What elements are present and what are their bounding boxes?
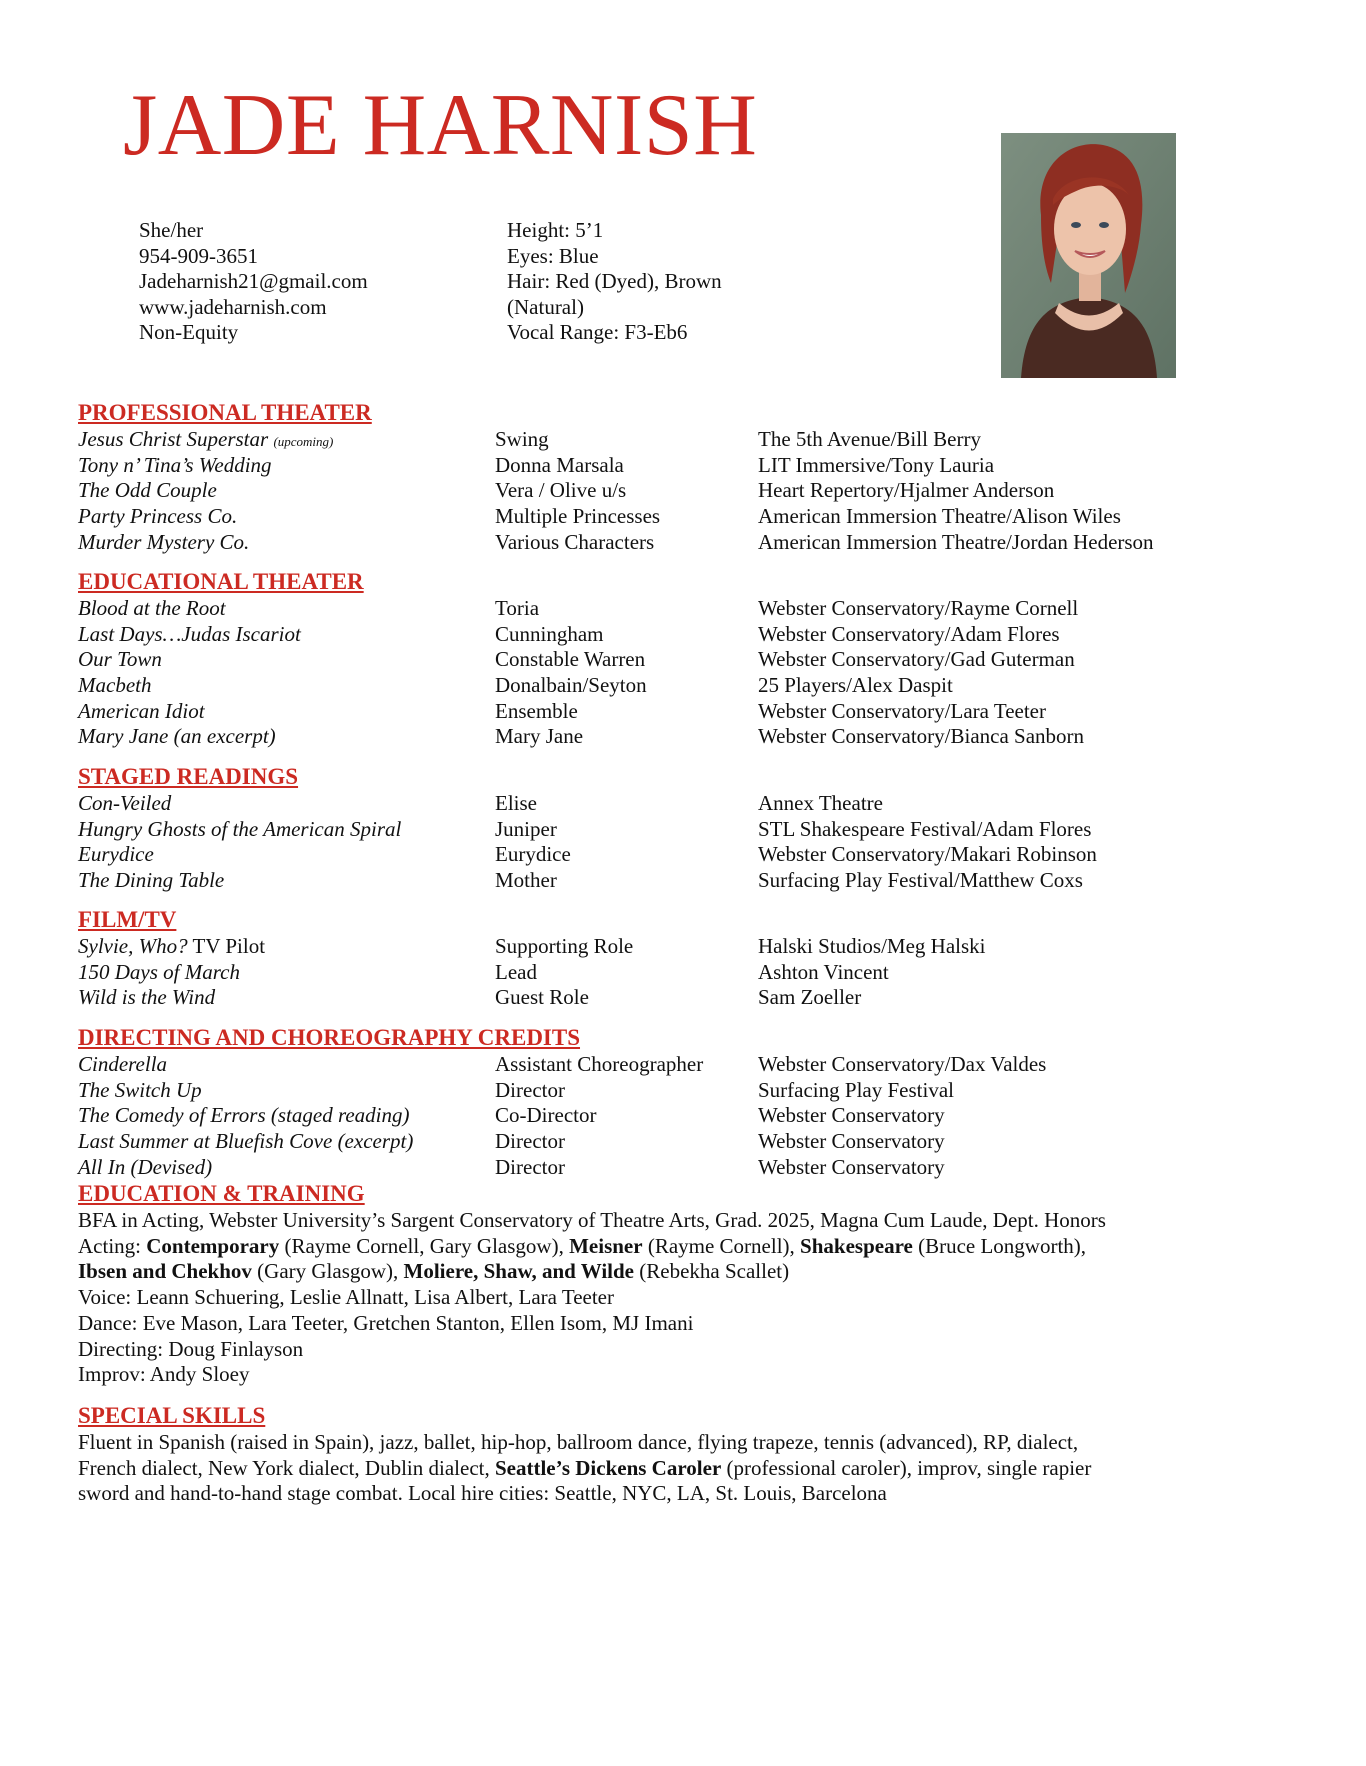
credit-row bbox=[78, 842, 1298, 868]
company: American Immersion Theatre/Alison Wiles bbox=[758, 504, 1121, 529]
role: Lead bbox=[495, 959, 537, 984]
credit-row bbox=[78, 1155, 1298, 1181]
company: Surfacing Play Festival/Matthew Coxs bbox=[758, 868, 1083, 893]
height: Height: 5’1 bbox=[507, 218, 604, 242]
role: Eurydice bbox=[495, 842, 571, 867]
section-staged-readings bbox=[78, 763, 1298, 894]
actor-name: JADE HARNISH bbox=[123, 77, 758, 174]
company: 25 Players/Alex Daspit bbox=[758, 673, 953, 698]
credit-row bbox=[78, 985, 1298, 1011]
role: Donna Marsala bbox=[495, 452, 624, 477]
company: The 5th Avenue/Bill Berry bbox=[758, 427, 981, 451]
role: Assistant Choreographer bbox=[495, 1052, 704, 1076]
show-title: The Comedy of Errors (staged reading) bbox=[78, 1103, 410, 1128]
role: Toria bbox=[495, 596, 540, 620]
format-note: TV Pilot bbox=[187, 934, 266, 958]
show-title: Last Summer at Bluefish Cove (excerpt) bbox=[78, 1129, 414, 1154]
company: Webster Conservatory bbox=[758, 1154, 945, 1179]
pronouns: She/her bbox=[139, 218, 204, 242]
role: Donalbain/Seyton bbox=[495, 673, 647, 698]
credit-row bbox=[78, 1078, 1298, 1104]
section-title: EDUCATION & TRAINING bbox=[78, 1181, 365, 1206]
show-title: All In (Devised) bbox=[78, 1154, 213, 1179]
improv-training: Improv: Andy Sloey bbox=[78, 1362, 250, 1387]
company: Annex Theatre bbox=[758, 791, 883, 815]
role: Vera / Olive u/s bbox=[495, 478, 627, 503]
directing-training: Directing: Doug Finlayson bbox=[78, 1336, 304, 1361]
role: Various Characters bbox=[495, 529, 655, 554]
phone: 954-909-3651 bbox=[139, 243, 258, 268]
show-title: Party Princess Co. bbox=[78, 504, 238, 529]
role: Co-Director bbox=[495, 1103, 597, 1128]
company: Ashton Vincent bbox=[758, 959, 889, 984]
section-directing-choreography bbox=[78, 1024, 1298, 1180]
company: LIT Immersive/Tony Lauria bbox=[758, 452, 995, 477]
show-title: Tony n’ Tina’s Wedding bbox=[78, 452, 272, 477]
company: Heart Repertory/Hjalmer Anderson bbox=[758, 478, 1055, 503]
credit-row bbox=[78, 1129, 1298, 1155]
role: Ensemble bbox=[495, 698, 578, 723]
show-title: 150 Days of March bbox=[78, 959, 240, 984]
credit-row bbox=[78, 453, 1298, 479]
voice-training: Voice: Leann Schuering, Leslie Allnatt, Lisa Albert, Lara Teeter bbox=[78, 1285, 614, 1310]
credit-row bbox=[78, 530, 1298, 556]
role: Constable Warren bbox=[495, 647, 646, 672]
company: Surfacing Play Festival bbox=[758, 1077, 954, 1102]
role: Mary Jane bbox=[495, 724, 584, 749]
company: Webster Conservatory/Makari Robinson bbox=[758, 842, 1097, 867]
section-title: STAGED READINGS bbox=[78, 764, 299, 789]
physical-stats bbox=[507, 218, 767, 346]
role: Cunningham bbox=[495, 621, 604, 646]
website: www.jadeharnish.com bbox=[139, 294, 327, 319]
role: Director bbox=[495, 1129, 565, 1154]
credit-row bbox=[78, 504, 1298, 530]
section-title: EDUCATIONAL THEATER bbox=[78, 569, 364, 594]
section-educational-theater bbox=[78, 568, 1298, 750]
eyes: Eyes: Blue bbox=[507, 243, 599, 268]
company: Webster Conservatory/Dax Valdes bbox=[758, 1052, 1047, 1076]
credit-row bbox=[78, 622, 1298, 648]
credit-row bbox=[78, 596, 1298, 622]
company: Webster Conservatory/Rayme Cornell bbox=[758, 596, 1079, 620]
show-title: Last Days…Judas Iscariot bbox=[78, 621, 301, 646]
credit-row bbox=[78, 934, 1298, 960]
headshot-icon bbox=[1001, 133, 1176, 378]
skills-line: Fluent in Spanish (raised in Spain), jazz, ballet, hip-hop, ballroom dance, flying trapeze, tennis (advanced), RP, dialect, bbox=[78, 1430, 1079, 1454]
union-status: Non-Equity bbox=[139, 320, 239, 345]
section-education-training bbox=[78, 1180, 1298, 1388]
company: American Immersion Theatre/Jordan Hederson bbox=[758, 529, 1154, 554]
section-title: DIRECTING AND CHOREOGRAPHY CREDITS bbox=[78, 1025, 581, 1050]
role: Multiple Princesses bbox=[495, 504, 661, 529]
contact-info bbox=[139, 218, 368, 346]
company: Webster Conservatory/Adam Flores bbox=[758, 621, 1060, 646]
role: Director bbox=[495, 1077, 565, 1102]
role: Mother bbox=[495, 868, 557, 893]
headshot-photo bbox=[1001, 133, 1176, 378]
show-title: Wild is the Wind bbox=[78, 985, 216, 1010]
role: Swing bbox=[495, 427, 549, 451]
credit-row bbox=[78, 673, 1298, 699]
role: Guest Role bbox=[495, 985, 589, 1010]
vocal-range: Vocal Range: F3-Eb6 bbox=[507, 320, 688, 345]
skills-body bbox=[78, 1430, 1298, 1507]
role: Juniper bbox=[495, 816, 557, 841]
company: Halski Studios/Meg Halski bbox=[758, 934, 986, 958]
degree: BFA in Acting, Webster University’s Sargent Conservatory of Theatre Arts, Grad. 2025, Magna Cum Laude, Dept. Honors bbox=[78, 1208, 1106, 1232]
show-title: The Odd Couple bbox=[78, 478, 217, 503]
acting-training-cont: Ibsen and Chekhov (Gary Glasgow), Moliere, Shaw, and Wilde (Rebekha Scallet) bbox=[78, 1259, 790, 1284]
show-title: Eurydice bbox=[78, 842, 154, 867]
credit-row bbox=[78, 724, 1298, 750]
company: STL Shakespeare Festival/Adam Flores bbox=[758, 816, 1092, 841]
show-title: American Idiot bbox=[78, 698, 205, 723]
show-title: Con-Veiled bbox=[78, 791, 172, 815]
hair: Hair: Red (Dyed), Brown (Natural) bbox=[507, 269, 722, 319]
company: Sam Zoeller bbox=[758, 985, 862, 1010]
company: Webster Conservatory/Gad Guterman bbox=[758, 647, 1075, 672]
show-title: Our Town bbox=[78, 647, 162, 672]
show-title: The Dining Table bbox=[78, 868, 225, 893]
show-title: Sylvie, Who? TV Pilot bbox=[78, 934, 266, 958]
show-title: Jesus Christ Superstar (upcoming) bbox=[78, 427, 334, 451]
section-special-skills bbox=[78, 1402, 1298, 1507]
credit-row bbox=[78, 960, 1298, 986]
show-title: The Switch Up bbox=[78, 1077, 202, 1102]
credit-row bbox=[78, 1052, 1298, 1078]
credit-row bbox=[78, 817, 1298, 843]
credit-row bbox=[78, 791, 1298, 817]
credit-row bbox=[78, 1103, 1298, 1129]
role: Elise bbox=[495, 791, 537, 815]
section-title: FILM/TV bbox=[78, 907, 177, 932]
upcoming-note: (upcoming) bbox=[273, 434, 334, 449]
company: Webster Conservatory bbox=[758, 1103, 945, 1128]
section-title: SPECIAL SKILLS bbox=[78, 1403, 266, 1428]
acting-training: Acting: Contemporary (Rayme Cornell, Gary Glasgow), Meisner (Rayme Cornell), Shakespeare (Bruce Longworth), bbox=[78, 1233, 1087, 1258]
credit-row bbox=[78, 868, 1298, 894]
role: Supporting Role bbox=[495, 934, 634, 958]
skills-line: sword and hand-to-hand stage combat. Local hire cities: Seattle, NYC, LA, St. Louis, Barcelona bbox=[78, 1481, 887, 1506]
credit-row bbox=[78, 647, 1298, 673]
show-title: Mary Jane (an excerpt) bbox=[78, 724, 276, 749]
company: Webster Conservatory bbox=[758, 1129, 945, 1154]
skills-line: French dialect, New York dialect, Dublin dialect, Seattle’s Dickens Caroler (professional caroler), improv, single rapier bbox=[78, 1455, 1092, 1480]
credit-row bbox=[78, 427, 1298, 453]
dance-training: Dance: Eve Mason, Lara Teeter, Gretchen Stanton, Ellen Isom, MJ Imani bbox=[78, 1310, 694, 1335]
section-professional-theater bbox=[78, 399, 1298, 555]
show-title: Murder Mystery Co. bbox=[78, 529, 250, 554]
show-title: Blood at the Root bbox=[78, 596, 226, 620]
credit-row bbox=[78, 478, 1298, 504]
section-film-tv bbox=[78, 906, 1298, 1011]
email: Jadeharnish21@gmail.com bbox=[139, 269, 368, 294]
credit-row bbox=[78, 699, 1298, 725]
role: Director bbox=[495, 1154, 565, 1179]
company: Webster Conservatory/Bianca Sanborn bbox=[758, 724, 1085, 749]
show-title: Cinderella bbox=[78, 1052, 168, 1076]
section-title: PROFESSIONAL THEATER bbox=[78, 400, 372, 425]
show-title: Hungry Ghosts of the American Spiral bbox=[78, 816, 402, 841]
company: Webster Conservatory/Lara Teeter bbox=[758, 698, 1046, 723]
education-body bbox=[78, 1208, 1298, 1388]
show-title: Macbeth bbox=[78, 673, 152, 698]
